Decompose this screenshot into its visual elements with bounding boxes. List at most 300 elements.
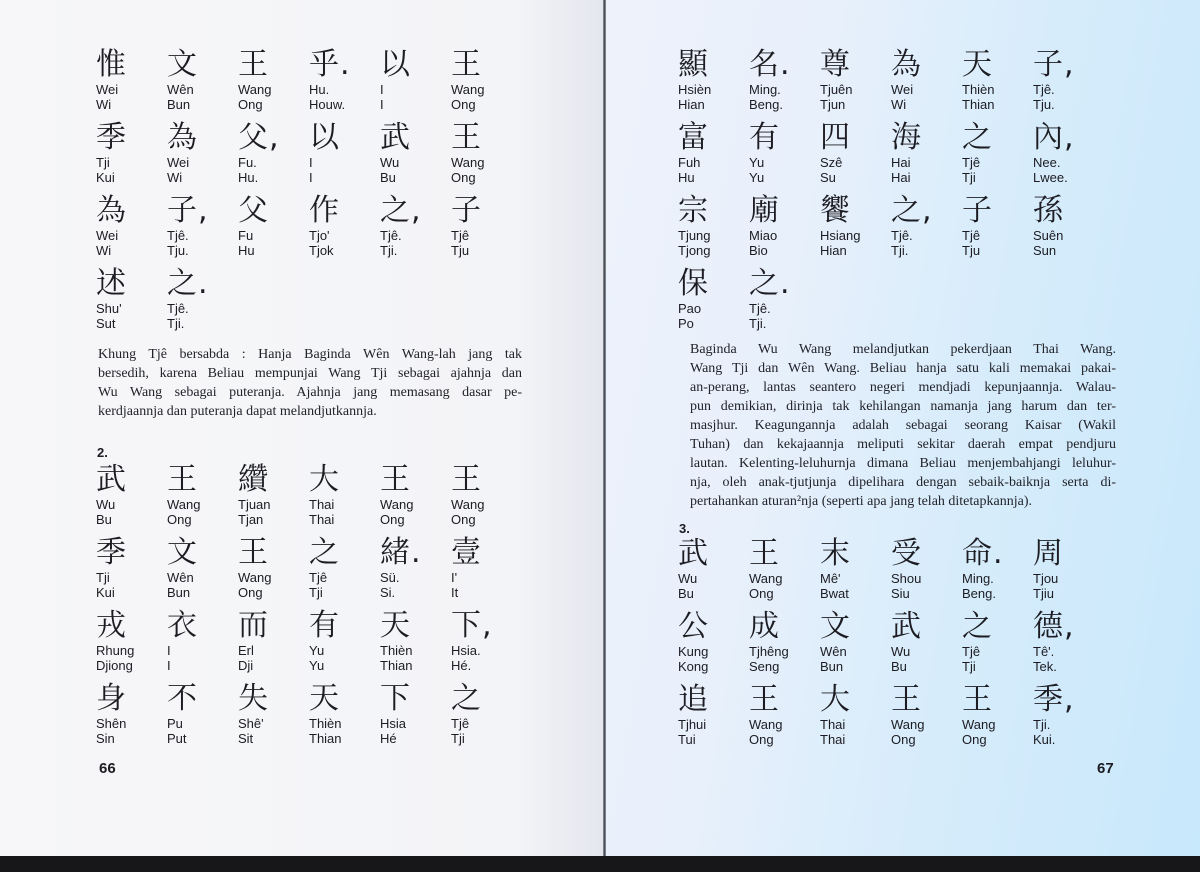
glyph-cell <box>167 121 238 194</box>
mandarin-reading: Wang <box>749 571 783 586</box>
mandarin-reading: Tjou <box>1033 571 1059 586</box>
hanzi-character: 季 <box>96 120 127 155</box>
left-section1-grid <box>96 48 522 340</box>
hokkien-reading: Ong <box>238 585 263 600</box>
glyph-cell <box>678 121 749 194</box>
right-section3-number: 3. <box>679 521 690 536</box>
mandarin-reading: Hsia <box>380 716 407 731</box>
hanzi-character: 下, <box>451 608 493 643</box>
left-page <box>0 0 606 862</box>
hanzi-character: 命. <box>962 536 1004 571</box>
hanzi-character: 王 <box>451 47 482 82</box>
hokkien-reading: Ong <box>962 732 987 747</box>
hokkien-reading: Put <box>167 731 187 746</box>
hokkien-reading: Hu <box>238 243 255 258</box>
glyph-row <box>96 536 522 609</box>
mandarin-reading: Tjê. <box>1033 82 1055 97</box>
mandarin-reading: Tji <box>96 155 110 170</box>
hokkien-reading: Yu <box>749 170 765 185</box>
mandarin-reading: Sü. <box>380 570 400 585</box>
hanzi-character: 子 <box>451 193 482 228</box>
glyph-cell <box>309 463 380 536</box>
glyph-cell <box>238 463 309 536</box>
glyph-cell <box>451 194 522 267</box>
hanzi-character: 述 <box>96 266 127 301</box>
glyph-cell <box>238 194 309 267</box>
right-section1-grid <box>678 48 1104 340</box>
hanzi-character: 以 <box>309 120 340 155</box>
hanzi-character: 四 <box>820 120 851 155</box>
glyph-row <box>678 121 1104 194</box>
left-paragraph <box>98 345 522 421</box>
hokkien-reading: Wi <box>891 97 907 112</box>
mandarin-reading: Wang <box>749 717 783 732</box>
glyph-cell <box>309 194 380 267</box>
hokkien-reading: Tek. <box>1033 659 1057 674</box>
hokkien-reading: Tji <box>962 170 976 185</box>
glyph-cell <box>380 48 451 121</box>
hanzi-character: 廟 <box>749 193 780 228</box>
mandarin-reading: I <box>380 82 384 97</box>
glyph-cell <box>96 536 167 609</box>
mandarin-reading: Ming. <box>962 571 994 586</box>
hokkien-reading: Po <box>678 316 694 331</box>
glyph-cell <box>1033 537 1104 610</box>
mandarin-reading: Fu. <box>238 155 257 170</box>
paragraph-line: nja, oleh anak-tjutjunja dipelihara dengan sebaik-baiknja serta di- <box>690 475 1116 490</box>
mandarin-reading: Tjê <box>451 228 470 243</box>
mandarin-reading: Tji <box>96 570 110 585</box>
right-page-number: 67 <box>1097 760 1114 777</box>
hokkien-reading: Tjong <box>678 243 711 258</box>
hanzi-character: 父, <box>238 120 280 155</box>
mandarin-reading: Shu' <box>96 301 122 316</box>
hokkien-reading: Bu <box>380 170 396 185</box>
glyph-cell <box>678 683 749 756</box>
hanzi-character: 衣 <box>167 608 198 643</box>
hokkien-reading: Thai <box>820 732 846 747</box>
glyph-cell <box>96 267 167 340</box>
hokkien-reading: Ong <box>451 512 476 527</box>
hokkien-reading: Si. <box>380 585 396 600</box>
hokkien-reading: Sin <box>96 731 115 746</box>
glyph-cell <box>678 194 749 267</box>
glyph-cell <box>820 194 891 267</box>
hokkien-reading: Houw. <box>309 97 346 112</box>
hokkien-reading: Bu <box>891 659 907 674</box>
mandarin-reading: Thai <box>309 497 335 512</box>
glyph-cell <box>451 682 522 755</box>
glyph-cell <box>96 48 167 121</box>
mandarin-reading: Tjuan <box>238 497 271 512</box>
glyph-cell <box>678 610 749 683</box>
hokkien-reading: Tjan <box>238 512 264 527</box>
glyph-cell <box>380 463 451 536</box>
glyph-row <box>96 463 522 536</box>
glyph-cell <box>891 683 962 756</box>
mandarin-reading: Thièn <box>380 643 413 658</box>
left-section2-grid <box>96 463 522 755</box>
glyph-cell <box>678 537 749 610</box>
hanzi-character: 王 <box>380 462 411 497</box>
hanzi-character: 饗 <box>820 193 851 228</box>
hanzi-character: 宗 <box>678 193 709 228</box>
mandarin-reading: Tjhui <box>678 717 707 732</box>
mandarin-reading: Tjo' <box>309 228 330 243</box>
glyph-cell <box>451 121 522 194</box>
hanzi-character: 以 <box>380 47 411 82</box>
hanzi-character: 內, <box>1033 120 1075 155</box>
mandarin-reading: Tjê. <box>167 301 189 316</box>
hokkien-reading: Dji <box>238 658 254 673</box>
hokkien-reading: Kong <box>678 659 709 674</box>
hanzi-character: 尊 <box>820 47 851 82</box>
glyph-cell <box>820 537 891 610</box>
mandarin-reading: Wu <box>678 571 698 586</box>
glyph-cell <box>891 610 962 683</box>
glyph-cell <box>96 682 167 755</box>
hokkien-reading: Tjok <box>309 243 334 258</box>
hanzi-character: 文 <box>167 535 198 570</box>
hokkien-reading: Hai <box>891 170 911 185</box>
glyph-cell <box>749 683 820 756</box>
hanzi-character: 壹 <box>451 535 482 570</box>
hokkien-reading: I <box>167 658 171 673</box>
hokkien-reading: Tji. <box>891 243 909 258</box>
mandarin-reading: Wang <box>451 82 485 97</box>
glyph-cell <box>1033 121 1104 194</box>
hokkien-reading: Sit <box>238 731 254 746</box>
paragraph-line: Wu Wang sebagai puteranja. Ajahnja jang memasang dasar pe- <box>98 385 522 400</box>
glyph-cell <box>820 48 891 121</box>
glyph-cell <box>167 536 238 609</box>
hokkien-reading: Hé <box>380 731 397 746</box>
left-section2-number: 2. <box>97 445 108 460</box>
mandarin-reading: Wang <box>238 82 272 97</box>
paragraph-line: bersedih, karena Beliau mempunjai Wang Tji sebagai ajahnja dan <box>98 366 522 381</box>
mandarin-reading: Fuh <box>678 155 701 170</box>
hokkien-reading: Thian <box>962 97 995 112</box>
paragraph-line: Tuhan) dan kekajaannja meliputi sekitar daerah empat pendjuru <box>690 437 1116 452</box>
hanzi-character: 父 <box>238 193 269 228</box>
hanzi-character: 成 <box>749 609 780 644</box>
hokkien-reading: Kui. <box>1033 732 1056 747</box>
glyph-row <box>96 48 522 121</box>
hanzi-character: 大 <box>309 462 340 497</box>
glyph-cell <box>238 48 309 121</box>
hanzi-character: 文 <box>820 609 851 644</box>
hokkien-reading: Wi <box>96 243 112 258</box>
mandarin-reading: Nee. <box>1033 155 1061 170</box>
mandarin-reading: Tjung <box>678 228 711 243</box>
glyph-cell <box>238 536 309 609</box>
hanzi-character: 孫 <box>1033 193 1064 228</box>
hanzi-character: 文 <box>167 47 198 82</box>
hanzi-character: 為 <box>167 120 198 155</box>
mandarin-reading: Shê' <box>238 716 264 731</box>
hanzi-character: 子 <box>962 193 993 228</box>
hanzi-character: 受 <box>891 536 922 571</box>
hokkien-reading: Beng. <box>749 97 783 112</box>
mandarin-reading: Erl <box>238 643 254 658</box>
hokkien-reading: Hian <box>820 243 847 258</box>
glyph-cell <box>749 267 820 340</box>
hokkien-reading: Wi <box>167 170 183 185</box>
hokkien-reading: Kui <box>96 585 115 600</box>
bottom-edge <box>0 856 1200 872</box>
hokkien-reading: Bu <box>678 586 694 601</box>
hokkien-reading: Bu <box>96 512 112 527</box>
hokkien-reading: Sut <box>96 316 116 331</box>
mandarin-reading: Hu. <box>309 82 330 97</box>
mandarin-reading: Fu <box>238 228 254 243</box>
mandarin-reading: Tjê <box>309 570 328 585</box>
hokkien-reading: Ong <box>749 732 774 747</box>
hokkien-reading: Seng <box>749 659 780 674</box>
glyph-cell <box>749 610 820 683</box>
mandarin-reading: Wang <box>451 155 485 170</box>
hanzi-character: 周 <box>1033 536 1064 571</box>
glyph-cell <box>962 610 1033 683</box>
hokkien-reading: Tju. <box>167 243 189 258</box>
mandarin-reading: Tjhêng <box>749 644 789 659</box>
hanzi-character: 天 <box>309 681 340 716</box>
glyph-row <box>96 267 522 340</box>
mandarin-reading: Tji. <box>1033 717 1051 732</box>
mandarin-reading: Wên <box>167 82 194 97</box>
hokkien-reading: Djiong <box>96 658 133 673</box>
glyph-cell <box>962 683 1033 756</box>
mandarin-reading: Mê' <box>820 571 841 586</box>
glyph-cell <box>167 267 238 340</box>
glyph-cell <box>962 537 1033 610</box>
glyph-row <box>678 194 1104 267</box>
glyph-cell <box>96 121 167 194</box>
glyph-cell <box>96 194 167 267</box>
hanzi-character: 公 <box>678 609 709 644</box>
hokkien-reading: Tjiu <box>1033 586 1054 601</box>
hokkien-reading: Yu <box>309 658 325 673</box>
hokkien-reading: Tji. <box>380 243 398 258</box>
hanzi-character: 武 <box>96 462 127 497</box>
hanzi-character: 保 <box>678 266 709 301</box>
hanzi-character: 乎. <box>309 47 351 82</box>
mandarin-reading: Kung <box>678 644 709 659</box>
mandarin-reading: Ming. <box>749 82 781 97</box>
hokkien-reading: Bun <box>167 585 191 600</box>
hokkien-reading: Hian <box>678 97 705 112</box>
hokkien-reading: Bio <box>749 243 768 258</box>
hanzi-character: 之 <box>962 120 993 155</box>
glyph-row <box>96 121 522 194</box>
mandarin-reading: Tjê. <box>380 228 402 243</box>
glyph-row <box>96 609 522 682</box>
glyph-cell <box>451 609 522 682</box>
hanzi-character: 王 <box>238 47 269 82</box>
hokkien-reading: Kui <box>96 170 115 185</box>
glyph-cell <box>749 537 820 610</box>
glyph-cell <box>1033 683 1104 756</box>
glyph-cell <box>820 683 891 756</box>
hokkien-reading: Tjun <box>820 97 846 112</box>
hanzi-character: 纘 <box>238 462 269 497</box>
hanzi-character: 天 <box>962 47 993 82</box>
hanzi-character: 武 <box>380 120 411 155</box>
glyph-cell <box>820 121 891 194</box>
paragraph-line: kerdjaannja dan puteranja dapat melandjutkannja. <box>98 404 377 419</box>
mandarin-reading: Miao <box>749 228 778 243</box>
glyph-cell <box>962 48 1033 121</box>
hokkien-reading: Hé. <box>451 658 472 673</box>
hokkien-reading: Tji. <box>749 316 767 331</box>
mandarin-reading: Wang <box>167 497 201 512</box>
mandarin-reading: Wu <box>891 644 911 659</box>
mandarin-reading: Tjê. <box>167 228 189 243</box>
mandarin-reading: Tjê <box>451 716 470 731</box>
glyph-cell <box>749 121 820 194</box>
hokkien-reading: Tju <box>962 243 981 258</box>
glyph-row <box>678 683 1104 756</box>
glyph-cell <box>749 194 820 267</box>
paragraph-line: lautan. Kelenting-leluhurnja dimana Beliau menjembahjangi leluhur- <box>690 456 1116 471</box>
glyph-cell <box>309 609 380 682</box>
hanzi-character: 王 <box>891 682 922 717</box>
mandarin-reading: Wu <box>380 155 400 170</box>
mandarin-reading: Wang <box>451 497 485 512</box>
mandarin-reading: Rhung <box>96 643 135 658</box>
hanzi-character: 子, <box>1033 47 1075 82</box>
mandarin-reading: Wang <box>962 717 996 732</box>
mandarin-reading: Wên <box>820 644 847 659</box>
paragraph-line: pertahankan aturan²nja (seperti apa jang telah ditetapkannja). <box>690 494 1032 509</box>
hanzi-character: 王 <box>238 535 269 570</box>
hanzi-character: 季, <box>1033 682 1075 717</box>
hokkien-reading: Sun <box>1033 243 1057 258</box>
hanzi-character: 之 <box>309 535 340 570</box>
mandarin-reading: Wei <box>891 82 914 97</box>
hokkien-reading: Thian <box>380 658 413 673</box>
mandarin-reading: Tjê. <box>749 301 771 316</box>
hokkien-reading: Thian <box>309 731 342 746</box>
glyph-cell <box>820 610 891 683</box>
hanzi-character: 武 <box>891 609 922 644</box>
glyph-row <box>678 537 1104 610</box>
paragraph-line: Wang Tji dan Wên Wang. Beliau hanja satu kali memakai pakai- <box>690 361 1116 376</box>
hanzi-character: 之 <box>451 681 482 716</box>
mandarin-reading: Wei <box>167 155 190 170</box>
hanzi-character: 失 <box>238 681 269 716</box>
glyph-cell <box>380 121 451 194</box>
hanzi-character: 之. <box>749 266 791 301</box>
hokkien-reading: Beng. <box>962 586 996 601</box>
hanzi-character: 為 <box>96 193 127 228</box>
hanzi-character: 追 <box>678 682 709 717</box>
hanzi-character: 有 <box>749 120 780 155</box>
glyph-cell <box>891 121 962 194</box>
glyph-cell <box>1033 48 1104 121</box>
glyph-cell <box>167 682 238 755</box>
glyph-cell <box>167 48 238 121</box>
mandarin-reading: Hsièn <box>678 82 712 97</box>
mandarin-reading: Wei <box>96 82 119 97</box>
hokkien-reading: Ong <box>238 97 263 112</box>
hokkien-reading: Ong <box>891 732 916 747</box>
hanzi-character: 末 <box>820 536 851 571</box>
glyph-cell <box>309 682 380 755</box>
glyph-row <box>678 610 1104 683</box>
mandarin-reading: I' <box>451 570 458 585</box>
glyph-cell <box>380 536 451 609</box>
glyph-cell <box>962 194 1033 267</box>
hanzi-character: 之, <box>380 193 422 228</box>
glyph-row <box>96 194 522 267</box>
glyph-cell <box>891 194 962 267</box>
hokkien-reading: Ong <box>451 170 476 185</box>
glyph-cell <box>309 536 380 609</box>
hanzi-character: 子, <box>167 193 209 228</box>
book-spine <box>603 0 606 862</box>
mandarin-reading: Pu <box>167 716 183 731</box>
hanzi-character: 顯 <box>678 47 709 82</box>
glyph-cell <box>380 682 451 755</box>
glyph-cell <box>451 463 522 536</box>
hanzi-character: 大 <box>820 682 851 717</box>
mandarin-reading: Wang <box>380 497 414 512</box>
hanzi-character: 名. <box>749 47 791 82</box>
hokkien-reading: Tji <box>962 659 976 674</box>
mandarin-reading: Tjê. <box>891 228 913 243</box>
mandarin-reading: Wu <box>96 497 116 512</box>
glyph-row <box>96 682 522 755</box>
hokkien-reading: Hu <box>678 170 695 185</box>
mandarin-reading: Wang <box>238 570 272 585</box>
hanzi-character: 為 <box>891 47 922 82</box>
hokkien-reading: Ong <box>167 512 192 527</box>
hanzi-character: 王 <box>749 682 780 717</box>
hokkien-reading: Ong <box>451 97 476 112</box>
glyph-cell <box>891 48 962 121</box>
right-section3-grid <box>678 537 1104 756</box>
mandarin-reading: Tê'. <box>1033 644 1055 659</box>
mandarin-reading: Pao <box>678 301 702 316</box>
hokkien-reading: Wi <box>96 97 112 112</box>
hanzi-character: 之. <box>167 266 209 301</box>
hokkien-reading: Tju. <box>1033 97 1055 112</box>
hokkien-reading: Lwee. <box>1033 170 1068 185</box>
hanzi-character: 戎 <box>96 608 127 643</box>
glyph-cell <box>451 536 522 609</box>
glyph-cell <box>678 48 749 121</box>
hanzi-character: 下 <box>380 681 411 716</box>
mandarin-reading: Yu <box>309 643 325 658</box>
mandarin-reading: Tjê <box>962 155 981 170</box>
hokkien-reading: Tji <box>309 585 323 600</box>
mandarin-reading: Wang <box>891 717 925 732</box>
glyph-cell <box>309 48 380 121</box>
hanzi-character: 身 <box>96 681 127 716</box>
glyph-cell <box>238 609 309 682</box>
paragraph-line: Baginda Wu Wang melandjutkan pekerdjaan Thai Wang. <box>690 342 1116 357</box>
glyph-cell <box>749 48 820 121</box>
hanzi-character: 富 <box>678 120 709 155</box>
mandarin-reading: Hai <box>891 155 911 170</box>
mandarin-reading: Thai <box>820 717 846 732</box>
right-page <box>606 0 1200 862</box>
hanzi-character: 之, <box>891 193 933 228</box>
glyph-cell <box>380 609 451 682</box>
mandarin-reading: Tjê <box>962 644 981 659</box>
hokkien-reading: It <box>451 585 459 600</box>
